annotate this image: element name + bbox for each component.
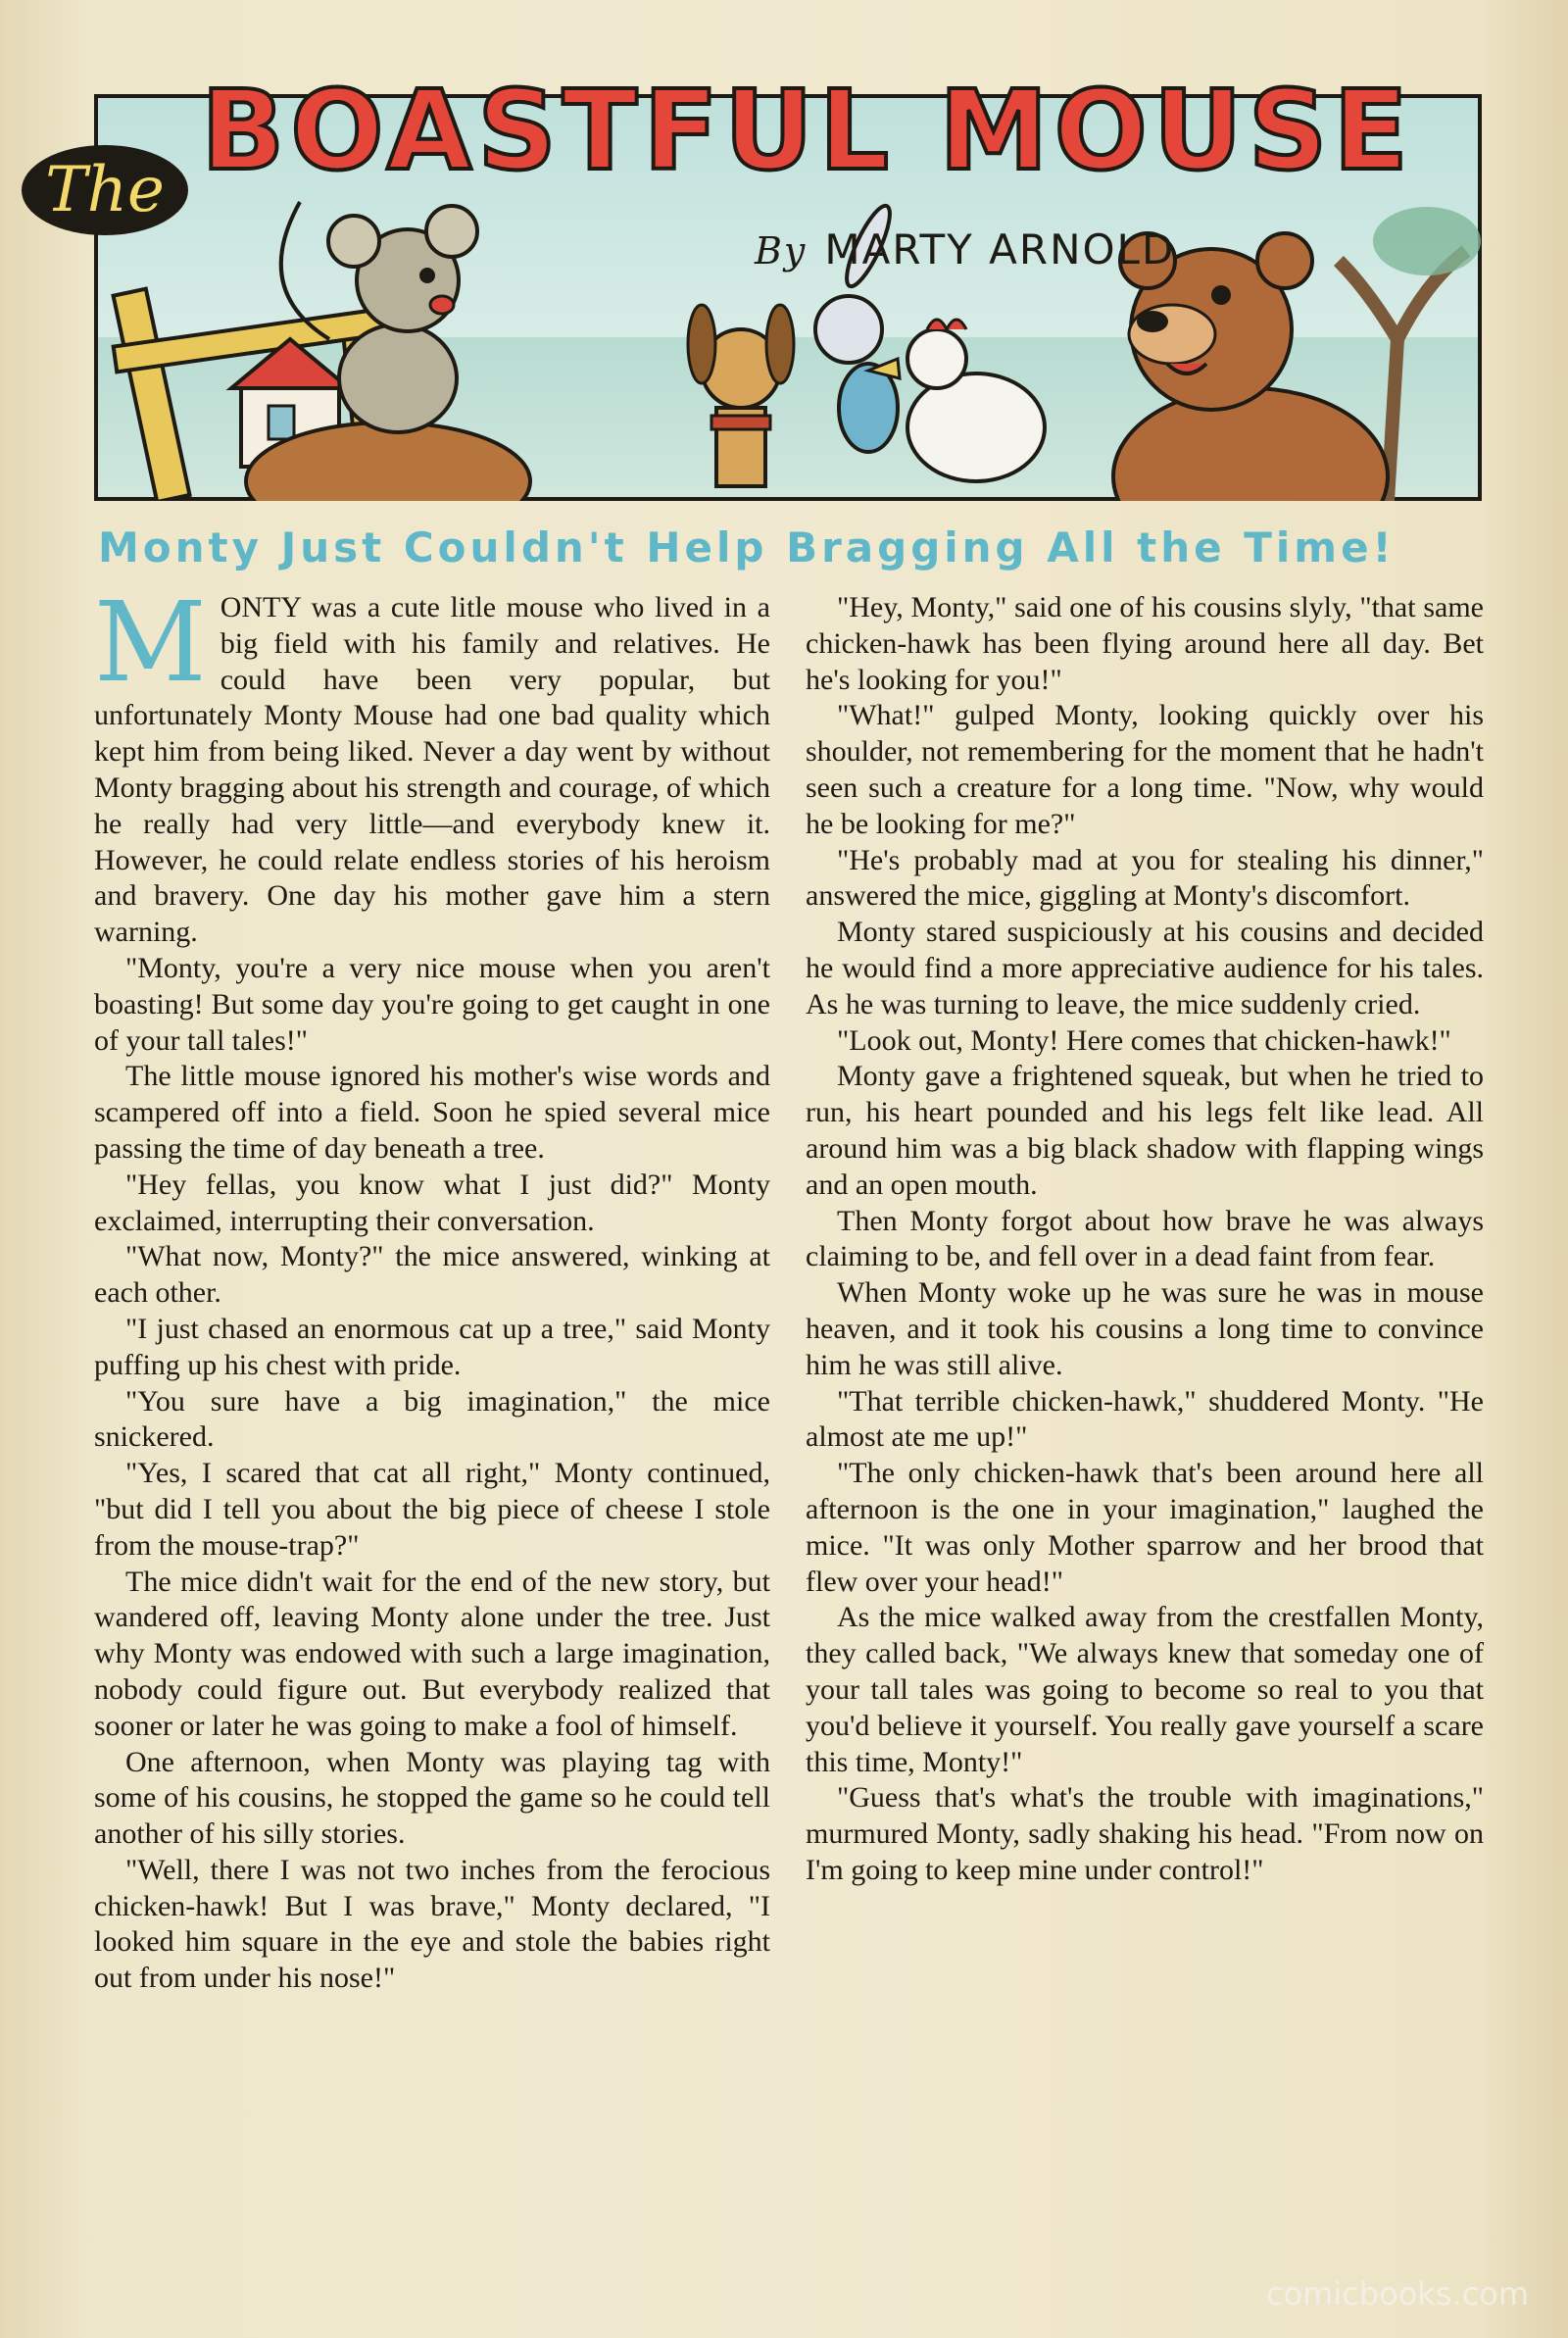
byline-prefix: By [755,229,808,273]
paragraph: "Look out, Monty! Here comes that chicken-hawk!" [837,1023,1451,1057]
paragraph: "Monty, you're a very nice mouse when you aren't boasting! But some day you're going to get caught in one of your tall tales!" [94,951,770,1057]
paragraph: As the mice walked away from the crestfallen Monty, they called back, "We always knew that someday one of your tall tales was going to become so real to you that you'd believe it yourself. You really gave yourself a scare this time, Monty!" [806,1601,1484,1778]
opening-paragraph [94,579,770,951]
paragraph: The little mouse ignored his mother's wise words and scampered off into a field. Soon he spied several mice passing the time of day beneath a tree. [94,1060,770,1165]
opening-paragraph-text: ONTY was a cute litle mouse who lived in a big field with his family and relatives. He could have been very popular, but unfortunately Monty Mouse had one bad quality which kept him from being liked. Never a day went by without Monty bragging about his strength and courage, of which he really had very little—and everybody knew it. However, he could relate endless stories of his heroism and bravery. One day his mother gave him a stern warning. [94,591,770,949]
dog-character-icon [688,305,794,486]
author-name: MARTY ARNOLD [824,225,1176,274]
title-the-label: The [22,145,188,235]
byline [755,225,1175,274]
paragraph: "Hey fellas, you know what I just did?" Monty exclaimed, interrupting their conversation. [94,1168,770,1237]
paragraph: When Monty woke up he was sure he was in mouse heaven, and it took his cousins a long time to convince him he was still alive. [806,1276,1484,1381]
paragraph: Monty gave a frightened squeak, but when he tried to run, his heart pounded and his legs felt like lead. All around him was a big black shadow with flapping wings and an open mouth. [806,1060,1484,1201]
paragraph: Then Monty forgot about how brave he was always claiming to be, and fell over in a dead faint from fear. [806,1204,1484,1273]
paragraph: "He's probably mad at you for stealing his dinner," answered the mice, giggling at Monty's discomfort. [806,843,1484,913]
paragraph: "You sure have a big imagination," the mice snickered. [94,1384,770,1454]
drop-cap: M [94,579,207,707]
paragraph: "Guess that's what's the trouble with imaginations," murmured Monty, sadly shaking his head. "From now on I'm going to keep mine under control!" [806,1781,1484,1886]
story-subtitle: Monty Just Couldn't Help Bragging All the Time! [98,523,1396,572]
site-watermark: comicbooks.com [1265,2275,1529,2313]
paragraph: One afternoon, when Monty was playing tag with some of his cousins, he stopped the game so he could tell another of his silly stories. [94,1745,770,1851]
paragraph: "That terrible chicken-hawk," shuddered Monty. "He almost ate me up!" [806,1384,1484,1454]
paragraph: "Hey, Monty," said one of his cousins slyly, "that same chicken-hawk has been flying around here all day. Bet he's looking for you!" [806,591,1484,696]
left-column [94,579,770,1997]
paragraph: Monty stared suspiciously at his cousins and decided he would find a more appreciative audience for his tales. As he was turning to leave, the mice suddenly cried. [806,916,1484,1020]
paragraph: The mice didn't wait for the end of the new story, but wandered off, leaving Monty alone under the tree. Just why Monty was endowed with such a large imagination, nobody could figure out. But everybody realized that sooner or later he was going to make a fool of himself. [94,1565,770,1742]
paragraph: "What!" gulped Monty, looking quickly over his shoulder, not remembering for the moment that he hadn't seen such a creature for a long time. "Now, why would he be looking for me?" [806,699,1484,840]
paragraph: "Well, there I was not two inches from the ferocious chicken-hawk! But I was brave," Monty declared, "I looked him square in the eye and stole the babies right out from under his nose!" [94,1853,770,1995]
paragraph: "I just chased an enormous cat up a tree," said Monty puffing up his chest with pride. [94,1312,770,1381]
paragraph: "Yes, I scared that cat all right," Monty continued, "but did I tell you about the big piece of cheese I stole from the mouse-trap?" [94,1457,770,1562]
paragraph: "The only chicken-hawk that's been around here all afternoon is the one in your imagination," laughed the mice. "It was only Mother sparrow and her brood that flew over your head!" [806,1457,1484,1598]
paragraph: "What now, Monty?" the mice answered, winking at each other. [94,1240,770,1310]
right-column [806,590,1484,1889]
story-title: BOASTFUL MOUSE [201,68,1414,195]
